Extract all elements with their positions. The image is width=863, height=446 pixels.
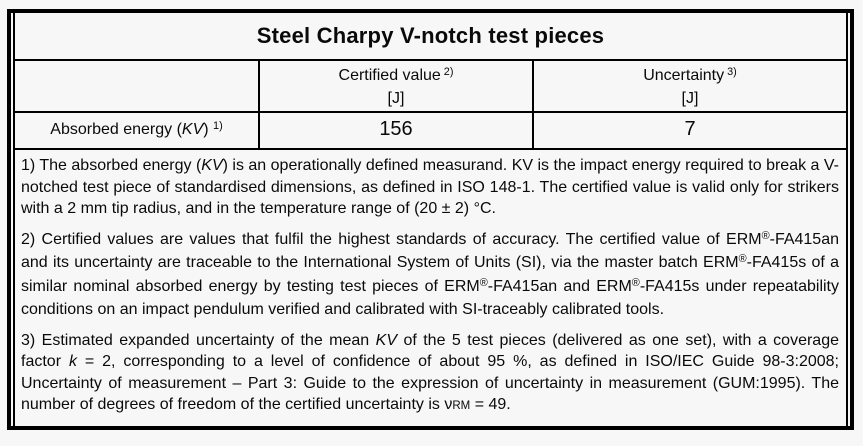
certified-value-label: Certified value bbox=[338, 67, 441, 84]
footnote-1: 1) The absorbed energy (KV) is an operationally defined measurand. KV is the impact energy required to break a V-notched test piece of standardised dimensions, as defined in ISO 148-1. The certified value is valid only for strikers with a 2 mm tip radius, and in the temperature range of (20 ± 2) °C. bbox=[21, 157, 840, 217]
uncertainty-unit: [J] bbox=[681, 90, 699, 107]
table-data-row bbox=[15, 113, 846, 150]
certificate-table-frame bbox=[7, 9, 854, 430]
uncertainty-header bbox=[534, 65, 846, 88]
header-cell-uncertainty bbox=[532, 61, 846, 111]
certified-value-header bbox=[260, 65, 532, 88]
certificate-table bbox=[13, 13, 848, 426]
footnote-2: 2) Certified values are values that fulfil the highest standards of accuracy. The certified value of ERM®-FA415an and its uncertainty are traceable to the International System of Units (SI), via the master batch ERM®-FA415s of a similar nominal absorbed energy by testing test pieces of ERM®-FA415an and ERM®-FA415s under repeatability conditions on an impact pendulum verified and calibrated with SI-traceably calibrated tools. bbox=[21, 229, 840, 318]
row-label-absorbed-energy: Absorbed energy (KV) $^{1)}$ bbox=[50, 120, 223, 138]
table-title: Steel Charpy V-notch test pieces bbox=[15, 13, 846, 61]
certified-value-unit: [J] bbox=[387, 90, 405, 107]
table-header-row bbox=[15, 61, 846, 113]
uncertainty-value-cell: 7 bbox=[532, 113, 846, 148]
uncertainty-label: Uncertainty bbox=[643, 67, 725, 84]
header-cell-certified-value bbox=[258, 61, 532, 111]
footnotes-section bbox=[15, 150, 846, 426]
certified-value-cell: 156 bbox=[258, 113, 532, 148]
footnote-3: 3) Estimated expanded uncertainty of the mean KV of the 5 test pieces (delivered as one set), with a coverage factor k = 2, corresponding to a level of confidence of about 95 %, as defined in ISO/IEC Guide 98-3:2008; Uncertainty of measurement – Part 3: Guide to the expression of uncertainty in measurement (GUM:1995). The number of degrees of freedom of the certified uncertainty is νRM = 49. bbox=[21, 331, 839, 413]
header-cell-empty bbox=[15, 61, 258, 111]
uncertainty-footnote-marker: 3) bbox=[727, 66, 737, 79]
certified-value-footnote-marker: 2) bbox=[443, 66, 454, 79]
